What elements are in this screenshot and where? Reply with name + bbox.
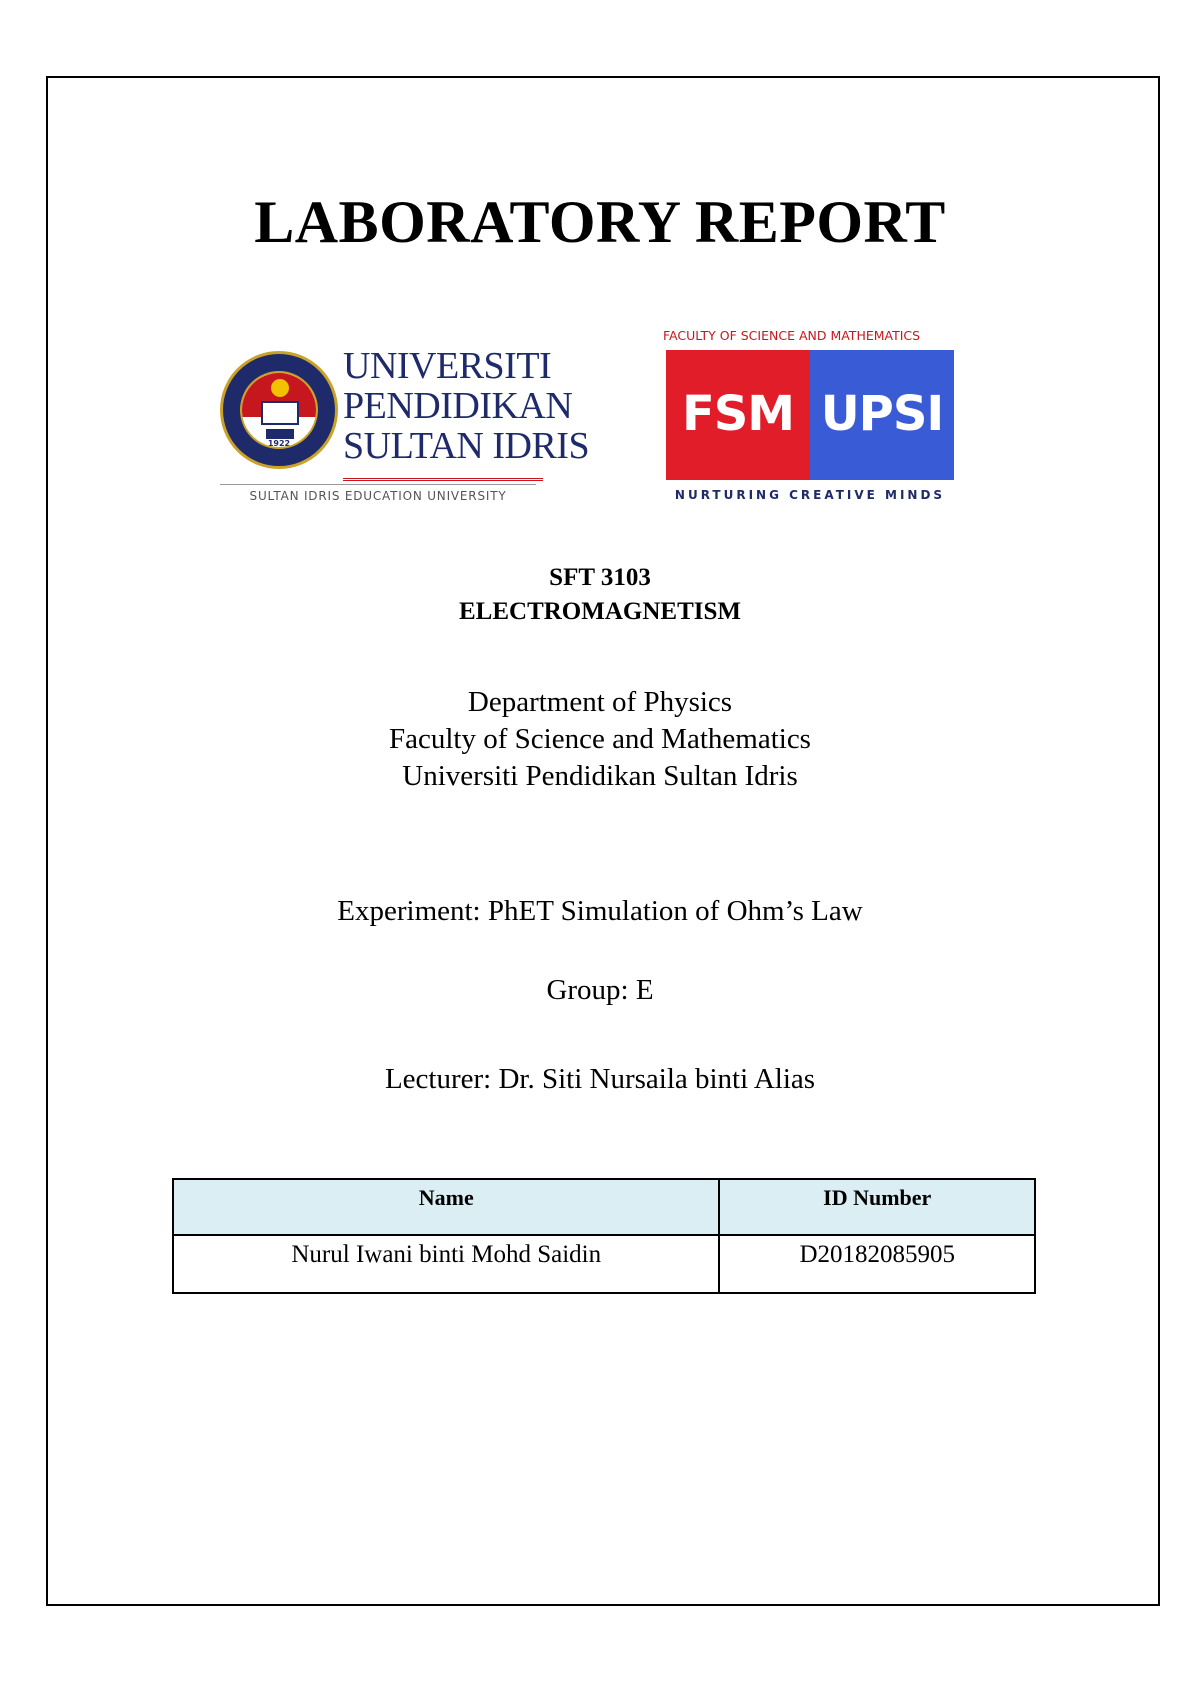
logo-divider (220, 484, 536, 485)
upsi-logo (220, 345, 590, 506)
upsi-name-line: PENDIDIKAN (343, 385, 573, 427)
student-id-cell: D20182085905 (719, 1235, 1035, 1293)
course-name: ELECTROMAGNETISM (459, 598, 741, 625)
university-name: Universiti Pendidikan Sultan Idris (402, 760, 798, 792)
table-header-row (173, 1179, 1035, 1235)
university-seal-icon (220, 351, 338, 469)
table-row (173, 1235, 1035, 1293)
student-table (172, 1178, 1036, 1294)
fsm-top-text: FACULTY OF SCIENCE AND MATHEMATICS (663, 328, 921, 343)
group-label: Group: E (546, 974, 654, 1006)
upsi-word: UPSI (820, 386, 944, 442)
upsi-tagline: SULTAN IDRIS EDUCATION UNIVERSITY (249, 489, 507, 503)
id-column-header: ID Number (719, 1179, 1035, 1235)
course-code: SFT 3103 (549, 564, 651, 591)
department-name: Department of Physics (467, 686, 733, 718)
fsm-logo-box (666, 350, 954, 480)
student-name-cell: Nurul Iwani binti Mohd Saidin (173, 1235, 719, 1293)
upsi-wordmark (343, 345, 590, 467)
fsm-upsi-logo (663, 328, 957, 510)
jawi-script-line (343, 464, 543, 481)
page-border (46, 76, 1160, 1606)
seal-year: 1922 (267, 439, 291, 448)
lecturer-name: Lecturer: Dr. Siti Nursaila binti Alias (384, 1063, 816, 1095)
faculty-name: Faculty of Science and Mathematics (389, 723, 811, 755)
experiment-title: Experiment: PhET Simulation of Ohm’s Law (337, 895, 863, 927)
upsi-name-line: SULTAN IDRIS (343, 425, 590, 467)
report-title: LABORATORY REPORT (254, 189, 946, 255)
name-column-header: Name (173, 1179, 719, 1235)
fsm-tagline: NURTURING CREATIVE MINDS (674, 488, 946, 502)
upsi-name-line: UNIVERSITI (343, 345, 552, 387)
fsm-word: FSM (681, 386, 795, 442)
